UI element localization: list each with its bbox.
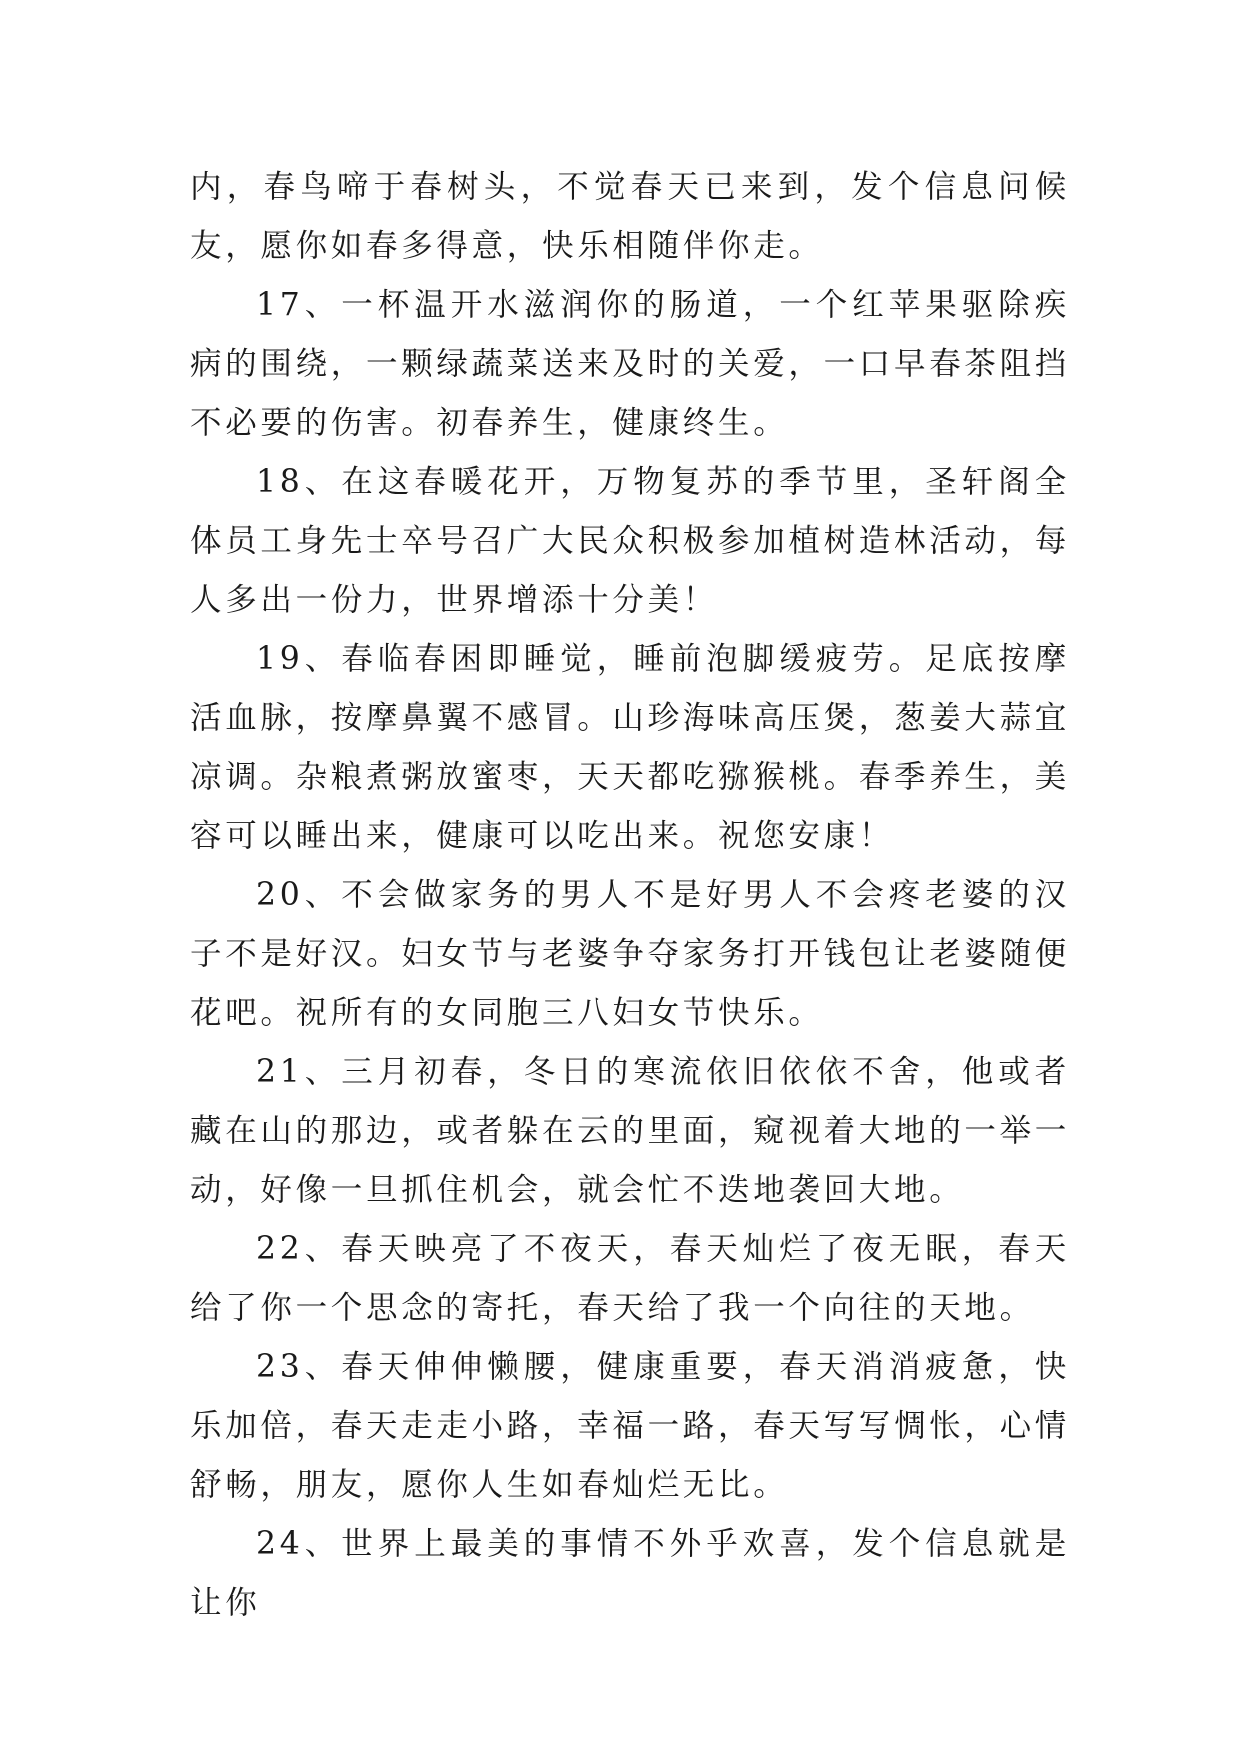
paragraph-24: 24、世界上最美的事情不外乎欢喜，发个信息就是让你 (190, 1526, 1070, 1621)
paragraph-19: 19、春临春困即睡觉，睡前泡脚缓疲劳。足底按摩活血脉，按摩鼻翼不感冒。山珍海味高压煲，葱姜大蒜宜凉调。杂粮煮粥放蜜枣，天天都吃猕猴桃。春季养生，美容可以睡出来，健康可以吃出来。祝您安康！ (190, 641, 1071, 854)
paragraph-20: 20、不会做家务的男人不是好男人不会疼老婆的汉子不是好汉。妇女节与老婆争夺家务打开钱包让老婆随便花吧。祝所有的女同胞三八妇女节快乐。 (190, 877, 1071, 1031)
paragraph-21: 21、三月初春，冬日的寒流依旧依依不舍，他或者藏在山的那边，或者躲在云的里面，窥视着大地的一举一动，好像一旦抓住机会，就会忙不迭地袭回大地。 (190, 1054, 1071, 1208)
paragraph-17: 17、一杯温开水滋润你的肠道，一个红苹果驱除疾病的围绕，一颗绿蔬菜送来及时的关爱，一口早春茶阻挡不必要的伤害。初春养生，健康终生。 (190, 287, 1071, 441)
paragraph-23: 23、春天伸伸懒腰，健康重要，春天消消疲惫，快乐加倍，春天走走小路，幸福一路，春天写写惆怅，心情舒畅，朋友，愿你人生如春灿烂无比。 (190, 1349, 1071, 1503)
paragraph-continuation: 内，春鸟啼于春树头，不觉春天已来到，发个信息问候友，愿你如春多得意，快乐相随伴你走。 (190, 169, 1070, 264)
document-body (190, 158, 1070, 1633)
paragraph-18: 18、在这春暖花开，万物复苏的季节里，圣轩阁全体员工身先士卒号召广大民众积极参加植树造林活动，每人多出一份力，世界增添十分美！ (190, 464, 1071, 618)
paragraph-22: 22、春天映亮了不夜天，春天灿烂了夜无眠，春天给了你一个思念的寄托，春天给了我一个向往的天地。 (190, 1231, 1070, 1326)
